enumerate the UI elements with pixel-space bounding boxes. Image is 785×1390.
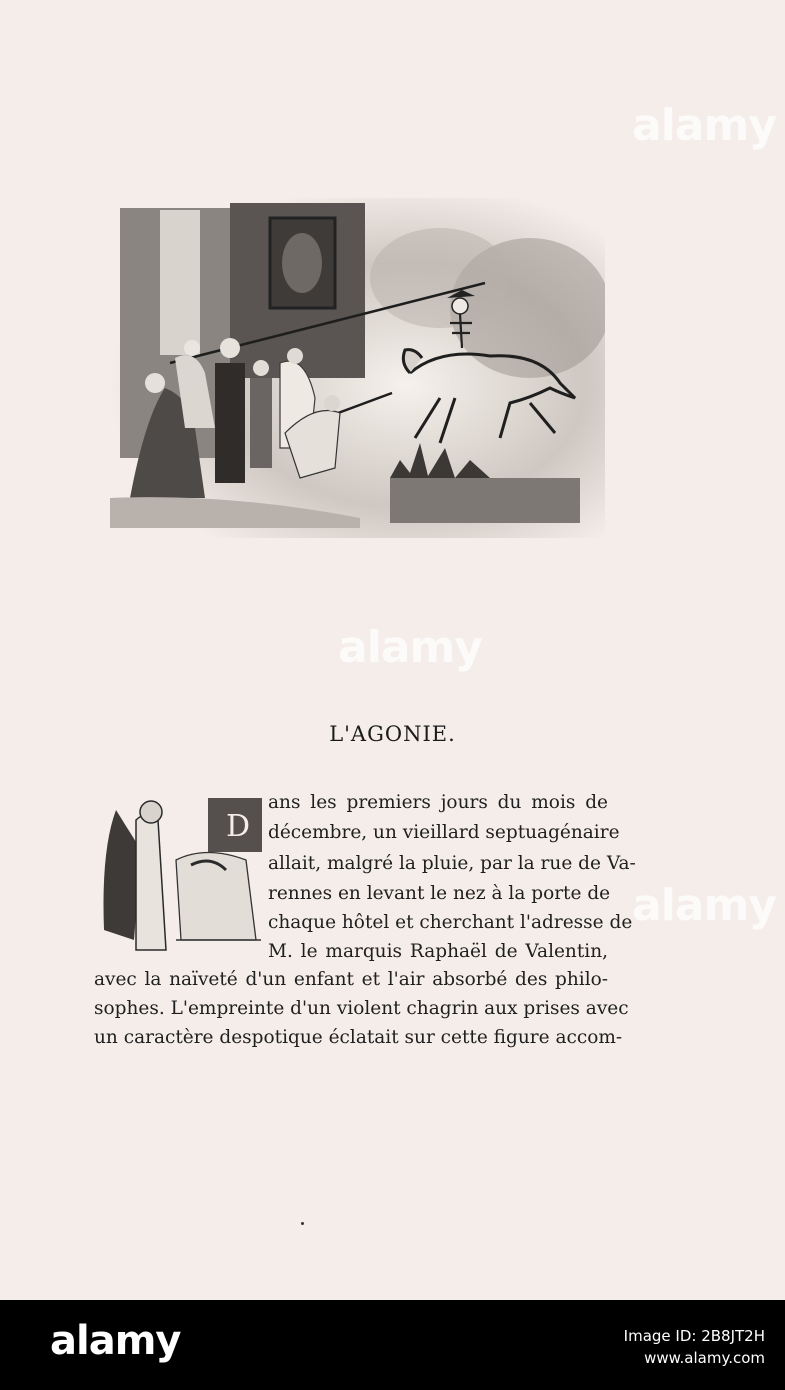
image-info: [624, 1325, 765, 1369]
image-id: Image ID: 2B8JT2H: [623, 1327, 765, 1345]
dropcap-letter: D: [226, 809, 251, 844]
body-line: rennes en levant le nez à la porte de: [268, 883, 611, 904]
body-line: avec la naïveté d'un enfant et l'air absorbé des philo-: [94, 969, 608, 990]
ink-speck: [301, 1222, 304, 1225]
body-line: sophes. L'empreinte d'un violent chagrin aux prises avec: [94, 998, 629, 1019]
body-line: chaque hôtel et cherchant l'adresse de: [268, 912, 633, 933]
chapter-title: L'AGONIE.: [329, 722, 456, 746]
site-url: www.alamy.com: [644, 1349, 765, 1367]
engraving-illustration: [110, 198, 605, 538]
watermark: alamy: [632, 880, 776, 931]
body-line: M. le marquis Raphaël de Valentin,: [268, 941, 608, 962]
body-line: un caractère despotique éclatait sur cette figure accom-: [94, 1027, 623, 1048]
body-line: décembre, un vieillard septuagénaire: [268, 822, 620, 843]
watermark: alamy: [632, 100, 776, 151]
body-line: allait, malgré la pluie, par la rue de Va-: [268, 853, 636, 874]
alamy-logo: alamy: [50, 1318, 181, 1364]
body-line: ans les premiers jours du mois de: [268, 792, 608, 813]
watermark: alamy: [338, 622, 482, 673]
